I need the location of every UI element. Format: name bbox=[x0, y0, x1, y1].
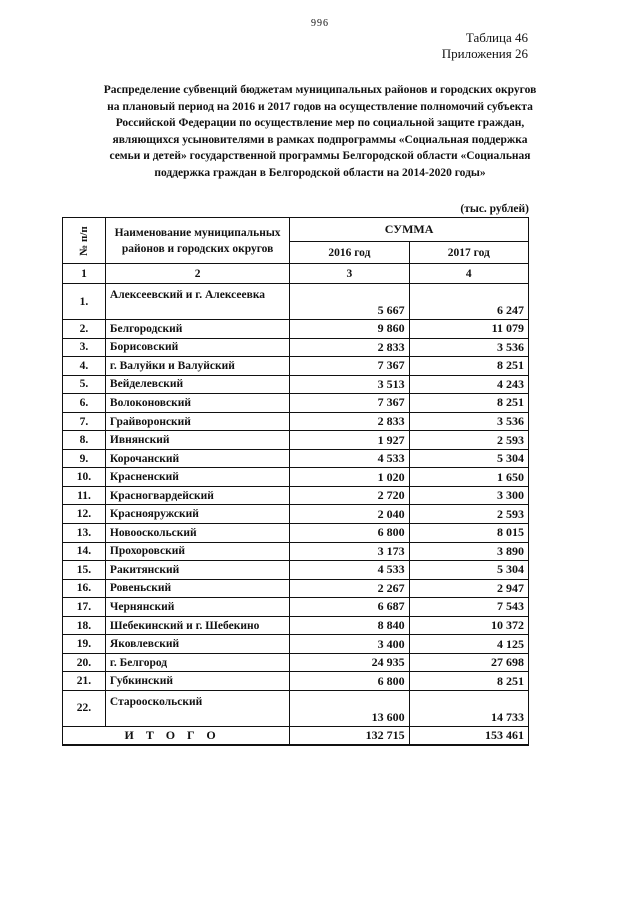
table-row bbox=[63, 338, 529, 357]
row-name: Алексеевский и г. Алексеевка bbox=[105, 284, 289, 320]
row-name: г. Белгород bbox=[105, 653, 289, 672]
row-name: Новооскольский bbox=[105, 524, 289, 543]
row-number: 2. bbox=[63, 320, 106, 339]
row-number: 5. bbox=[63, 375, 106, 394]
row-value-2017: 4 243 bbox=[409, 375, 528, 394]
table-row bbox=[63, 561, 529, 580]
row-value-2016: 13 600 bbox=[290, 690, 409, 726]
row-value-2017: 3 536 bbox=[409, 338, 528, 357]
table-row bbox=[63, 524, 529, 543]
row-value-2017: 3 536 bbox=[409, 412, 528, 431]
row-value-2016: 6 800 bbox=[290, 524, 409, 543]
row-number: 4. bbox=[63, 357, 106, 376]
row-name: Белгородский bbox=[105, 320, 289, 339]
table-row bbox=[63, 598, 529, 617]
header-number bbox=[63, 218, 106, 264]
row-value-2016: 1 020 bbox=[290, 468, 409, 487]
row-value-2016: 2 267 bbox=[290, 579, 409, 598]
row-number: 14. bbox=[63, 542, 106, 561]
table-row bbox=[63, 486, 529, 505]
row-number: 15. bbox=[63, 561, 106, 580]
row-number: 8. bbox=[63, 431, 106, 450]
row-value-2016: 4 533 bbox=[290, 449, 409, 468]
row-name: Корочанский bbox=[105, 449, 289, 468]
row-value-2016: 3 173 bbox=[290, 542, 409, 561]
column-numbers-row bbox=[63, 264, 529, 284]
table-row bbox=[63, 616, 529, 635]
title-line: являющихся усыновителями в рамках подпрограммы «Социальная поддержка bbox=[112, 133, 528, 146]
row-number: 12. bbox=[63, 505, 106, 524]
header-year-2017: 2017 год bbox=[409, 242, 528, 264]
row-name: Старооскольский bbox=[105, 690, 289, 726]
row-name: Ровеньский bbox=[105, 579, 289, 598]
column-number: 1 bbox=[63, 264, 106, 284]
row-value-2016: 1 927 bbox=[290, 431, 409, 450]
row-value-2017: 10 372 bbox=[409, 616, 528, 635]
row-name: Красненский bbox=[105, 468, 289, 487]
row-value-2017: 8 251 bbox=[409, 357, 528, 376]
row-value-2017: 3 890 bbox=[409, 542, 528, 561]
row-value-2016: 8 840 bbox=[290, 616, 409, 635]
row-name: г. Валуйки и Валуйский bbox=[105, 357, 289, 376]
row-name: Ивнянский bbox=[105, 431, 289, 450]
row-name: Грайворонский bbox=[105, 412, 289, 431]
total-row bbox=[63, 726, 529, 745]
column-number: 2 bbox=[105, 264, 289, 284]
table-row bbox=[63, 412, 529, 431]
row-number: 9. bbox=[63, 449, 106, 468]
table-row bbox=[63, 505, 529, 524]
row-name: Борисовский bbox=[105, 338, 289, 357]
row-number: 1. bbox=[63, 284, 106, 320]
row-value-2017: 2 593 bbox=[409, 505, 528, 524]
header-number-label: № п/п bbox=[77, 225, 90, 256]
title-line: Распределение субвенций бюджетам муниципальных районов и городских округов bbox=[103, 84, 537, 96]
row-value-2017: 4 125 bbox=[409, 635, 528, 654]
row-name: Волоконовский bbox=[105, 394, 289, 413]
title-line: на плановый период на 2016 и 2017 годов на осуществление полномочий субъекта bbox=[107, 100, 533, 113]
row-value-2016: 2 720 bbox=[290, 486, 409, 505]
row-value-2017: 8 251 bbox=[409, 672, 528, 691]
row-value-2016: 2 833 bbox=[290, 338, 409, 357]
row-value-2016: 2 040 bbox=[290, 505, 409, 524]
table-reference bbox=[442, 30, 528, 62]
row-number: 22. bbox=[63, 690, 106, 726]
table-row bbox=[63, 653, 529, 672]
row-name: Краснояружский bbox=[105, 505, 289, 524]
row-value-2017: 5 304 bbox=[409, 449, 528, 468]
header-name: Наименование муниципальных районов и городских округов bbox=[105, 218, 289, 264]
title-line: поддержка граждан в Белгородской области на 2014-2020 годы» bbox=[154, 166, 486, 179]
row-name: Ракитянский bbox=[105, 561, 289, 580]
total-value-2017: 153 461 bbox=[409, 726, 528, 745]
table-row bbox=[63, 320, 529, 339]
row-number: 11. bbox=[63, 486, 106, 505]
table-row bbox=[63, 357, 529, 376]
row-value-2016: 7 367 bbox=[290, 394, 409, 413]
total-label: ИТОГО bbox=[63, 726, 290, 745]
table-row bbox=[63, 375, 529, 394]
title-line: Российской Федерации по осуществление мер по социальной защите граждан, bbox=[115, 117, 525, 130]
row-name: Губкинский bbox=[105, 672, 289, 691]
row-number: 7. bbox=[63, 412, 106, 431]
table-row bbox=[63, 635, 529, 654]
row-value-2016: 4 533 bbox=[290, 561, 409, 580]
row-name: Чернянский bbox=[105, 598, 289, 617]
row-value-2016: 3 400 bbox=[290, 635, 409, 654]
row-name: Шебекинский и г. Шебекино bbox=[105, 616, 289, 635]
table-row bbox=[63, 431, 529, 450]
row-value-2017: 8 251 bbox=[409, 394, 528, 413]
row-value-2017: 14 733 bbox=[409, 690, 528, 726]
row-number: 6. bbox=[63, 394, 106, 413]
row-value-2017: 27 698 bbox=[409, 653, 528, 672]
column-number: 3 bbox=[290, 264, 409, 284]
row-number: 20. bbox=[63, 653, 106, 672]
row-value-2017: 6 247 bbox=[409, 284, 528, 320]
units-note: (тыс. рублей) bbox=[460, 203, 529, 215]
row-number: 16. bbox=[63, 579, 106, 598]
document-title bbox=[60, 82, 580, 182]
row-value-2017: 11 079 bbox=[409, 320, 528, 339]
row-name: Прохоровский bbox=[105, 542, 289, 561]
row-name: Вейделевский bbox=[105, 375, 289, 394]
row-value-2016: 7 367 bbox=[290, 357, 409, 376]
row-value-2017: 7 543 bbox=[409, 598, 528, 617]
table-row bbox=[63, 579, 529, 598]
table-row bbox=[63, 690, 529, 726]
row-value-2016: 24 935 bbox=[290, 653, 409, 672]
row-number: 17. bbox=[63, 598, 106, 617]
row-number: 13. bbox=[63, 524, 106, 543]
row-value-2016: 6 687 bbox=[290, 598, 409, 617]
row-number: 10. bbox=[63, 468, 106, 487]
table-row bbox=[63, 468, 529, 487]
row-name: Красногвардейский bbox=[105, 486, 289, 505]
table-row bbox=[63, 284, 529, 320]
row-value-2017: 2 947 bbox=[409, 579, 528, 598]
table-row bbox=[63, 542, 529, 561]
row-number: 21. bbox=[63, 672, 106, 691]
header-row bbox=[63, 218, 529, 242]
row-value-2017: 5 304 bbox=[409, 561, 528, 580]
row-value-2017: 2 593 bbox=[409, 431, 528, 450]
title-line: семьи и детей» государственной программы Белгородской области «Социальная bbox=[109, 150, 531, 163]
row-value-2017: 1 650 bbox=[409, 468, 528, 487]
row-value-2016: 5 667 bbox=[290, 284, 409, 320]
header-sum: СУММА bbox=[290, 218, 529, 242]
table-row bbox=[63, 449, 529, 468]
table-label: Таблица 46 bbox=[465, 30, 528, 45]
row-value-2016: 3 513 bbox=[290, 375, 409, 394]
row-name: Яковлевский bbox=[105, 635, 289, 654]
row-value-2016: 2 833 bbox=[290, 412, 409, 431]
row-number: 19. bbox=[63, 635, 106, 654]
row-value-2017: 3 300 bbox=[409, 486, 528, 505]
appendix-label: Приложения 26 bbox=[441, 46, 528, 61]
row-value-2017: 8 015 bbox=[409, 524, 528, 543]
table-row bbox=[63, 672, 529, 691]
row-number: 3. bbox=[63, 338, 106, 357]
column-number: 4 bbox=[409, 264, 528, 284]
total-value-2016: 132 715 bbox=[290, 726, 409, 745]
subsidy-table bbox=[62, 217, 529, 746]
table-row bbox=[63, 394, 529, 413]
page-number: 996 bbox=[311, 18, 329, 29]
row-number: 18. bbox=[63, 616, 106, 635]
row-value-2016: 9 860 bbox=[290, 320, 409, 339]
header-year-2016: 2016 год bbox=[290, 242, 409, 264]
row-value-2016: 6 800 bbox=[290, 672, 409, 691]
